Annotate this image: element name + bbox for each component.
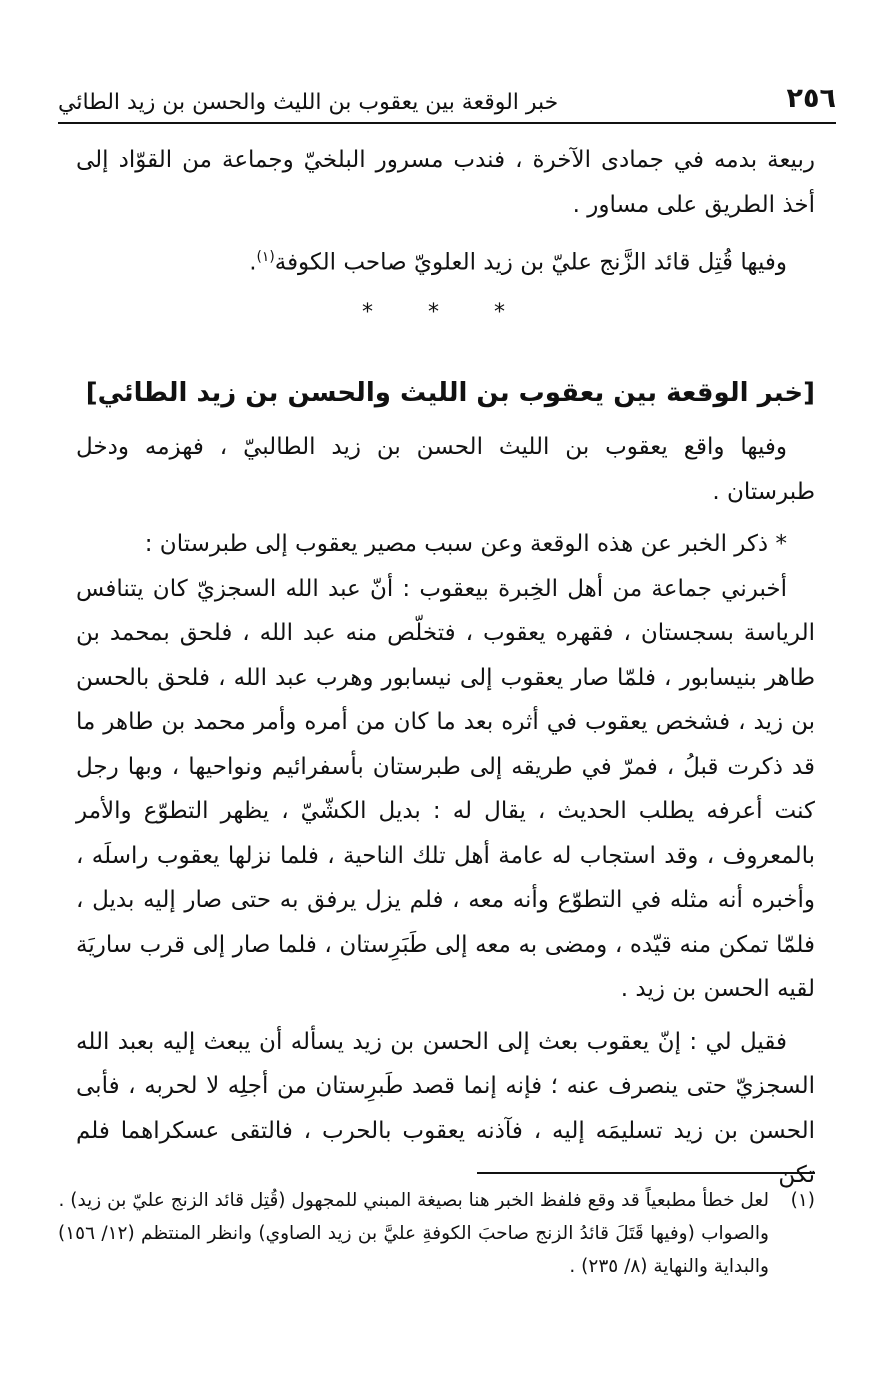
footnote-separator xyxy=(477,1172,815,1174)
paragraph-5: أخبرني جماعة من أهل الخِبرة بيعقوب : أنّ عبد الله السجزيّ كان يتنافس الرياسة بسجستان ، فقهره يعقوب ، فتخلّص منه عبد الله ، فلحق بمحمد بن طاهر بنيسابور ، فلمّا صار يعقوب إلى نيسابور وهرب عبد الله ، فلحق بالحسن بن زيد ، فشخص يعقوب في أثره بعد ما كان من أمره وأمر محمد بن طاهر ما قد ذكرت قبلُ ، فمرّ في طريقه إلى طبرستان بأسفرائيم ونواحيها ، وبها رجل كنت أعرفه يطلب الحديث ، يقال له : بديل الكشّيّ ، يظهر التطوّع والأمر بالمعروف ، وقد استجاب له عامة أهل تلك الناحية ، فلما نزلها يعقوب راسلَه ، وأخبره أنه مثله في التطوّع وأنه معه ، فلم يزل يرفق به حتى صار إليه بديل ، فلمّا تمكن منه قيّده ، ومضى به معه إلى طَبَرِستان ، فلما صار إلى قرب ساريَة لقيه الحسن بن زيد . xyxy=(76,575,815,1003)
paragraph-2 xyxy=(76,235,815,285)
section-heading: [خبر الوقعة بين يعقوب بن الليث والحسن بن زيد الطائي] xyxy=(85,378,815,409)
paragraph-2-text: وفيها قُتِل قائد الزَّنج عليّ بن زيد العلويّ صاحب الكوفة xyxy=(274,249,787,276)
running-title: خبر الوقعة بين يعقوب بن الليث والحسن بن زيد الطائي xyxy=(58,90,559,115)
section-divider-stars: * * * xyxy=(362,300,529,326)
footnote-line-1: لعل خطأ مطبعياً قد وقع فلفظ الخبر هنا بصيغة المبني للمجهول (قُتِل قائد الزنج عليّ بن زيد) . xyxy=(58,1190,769,1211)
footnote-line-2: والصواب (وفيها قَتَلَ قائدُ الزنج صاحبَ الكوفةِ عليَّ بن زيد الصاوي) وانظر المنتظم (١٢/ ١٥٦) والبداية والنهاية (٨/ ٢٣٥) . xyxy=(58,1223,769,1277)
page-header xyxy=(58,82,836,124)
body-text xyxy=(76,138,815,1198)
footnotes xyxy=(58,1172,815,1283)
paragraph-4: * ذكر الخبر عن هذه الوقعة وعن سبب مصير يعقوب إلى طبرستان : xyxy=(144,531,787,558)
footnote-number: (١) xyxy=(790,1190,815,1211)
paragraph-6: فقيل لي : إنّ يعقوب بعث إلى الحسن بن زيد يسأله أن يبعث إليه بعبد الله السجزيّ حتى ينصرف عنه ؛ فإنه إنما قصد طَبرِستان من أجلِه لا لحربه ، فأبى الحسن بن زيد تسليمَه إليه ، فآذنه يعقوب بالحرب ، فالتقى عسكراهما فلم تكن xyxy=(76,1028,815,1189)
paragraph-2-end: . xyxy=(249,249,257,276)
footnote-1 xyxy=(58,1184,815,1283)
footnote-ref-1: (١) xyxy=(256,249,275,265)
paragraph-3: وفيها واقع يعقوب بن الليث الحسن بن زيد الطالبيّ ، فهزمه ودخل طبرستان . xyxy=(76,434,815,505)
paragraph-1: ربيعة بدمه في جمادى الآخرة ، فندب مسرور البلخيّ وجماعة من القوّاد إلى أخذ الطريق على مساور . xyxy=(76,147,815,218)
page-number: ٢٥٦ xyxy=(786,83,836,114)
